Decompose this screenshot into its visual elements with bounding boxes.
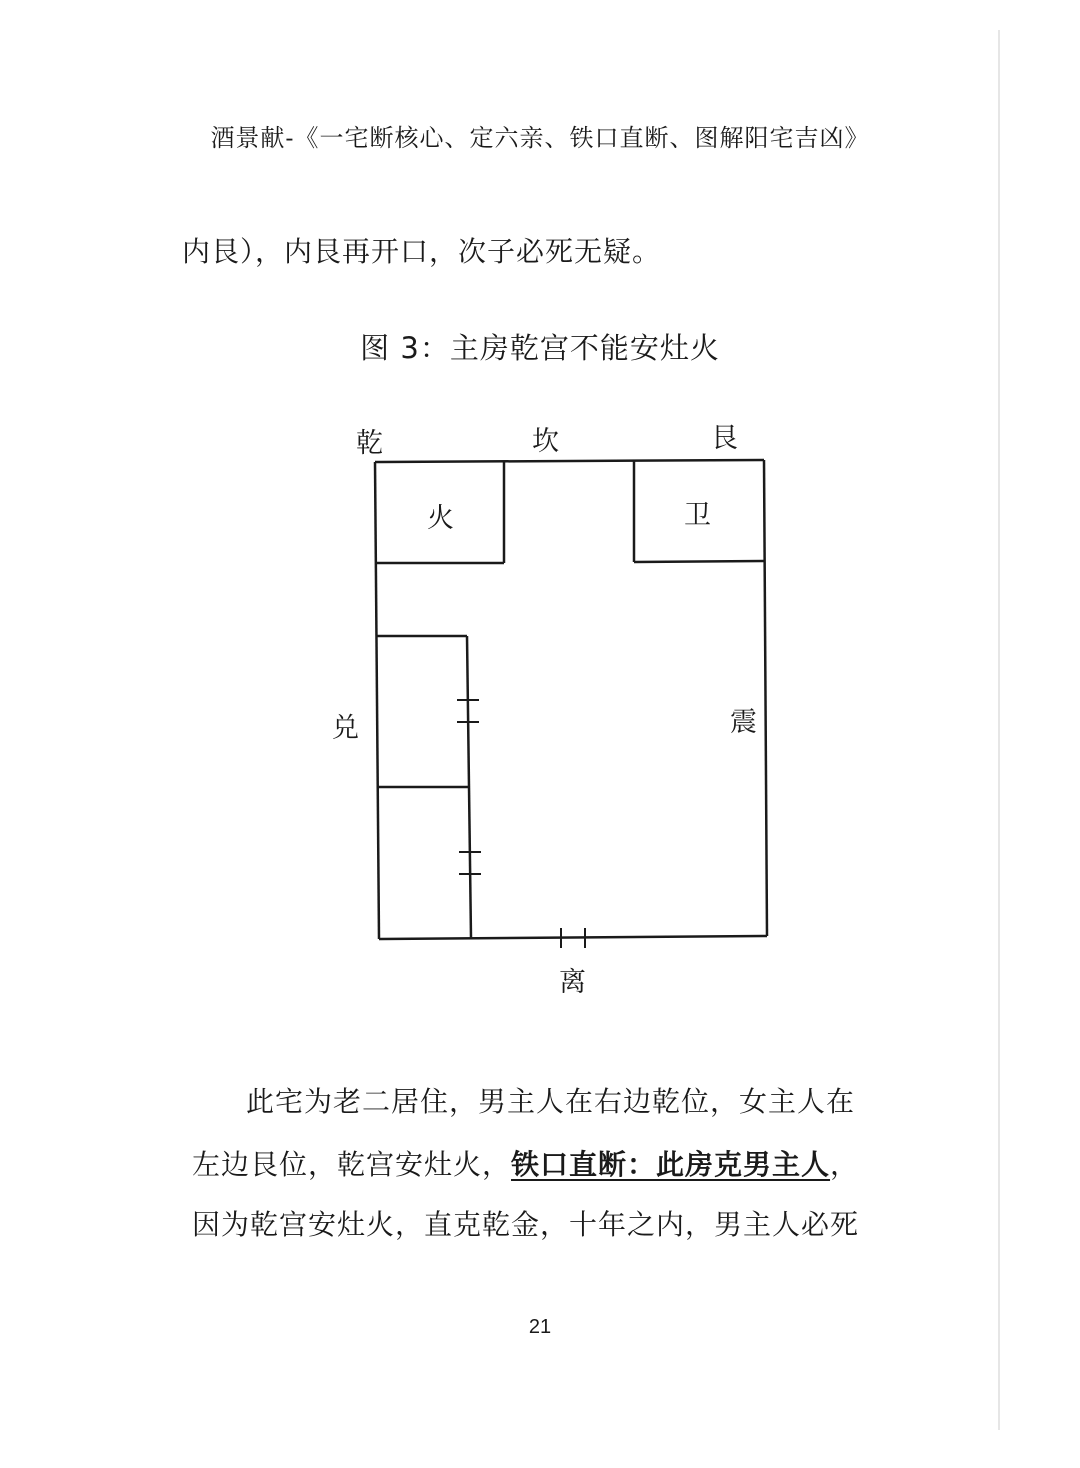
paragraph-continuation-line: 内艮），内艮再开口，次子必死无疑。 (182, 235, 662, 268)
wall-top (375, 460, 764, 462)
label-dui: 兑 (332, 713, 359, 744)
body-line-3: 因为乾宫安灶火，直克乾金，十年之内，男主人必死 (192, 1208, 860, 1241)
body-line-2-end: ， (830, 1148, 860, 1181)
page-edge-shadow (998, 30, 1000, 1430)
body-line-2 (192, 1143, 859, 1183)
wall-left (375, 462, 379, 939)
wall-bottom (379, 936, 767, 939)
label-gen: 艮 (711, 423, 738, 454)
body-line-2-emphasis: 铁口直断：此房克男主人 (511, 1148, 831, 1181)
figure-title: 图 3：主房乾宫不能安灶火 (360, 331, 720, 365)
page-number: 21 (528, 1316, 552, 1338)
running-header: 酒景献-《一宅断核心、定六亲、铁口直断、图解阳宅吉凶》 (210, 124, 870, 152)
label-wei: 卫 (684, 500, 711, 531)
wei-room (634, 461, 765, 562)
label-li: 离 (559, 967, 586, 998)
label-fire: 火 (427, 503, 454, 534)
body-line-2-plain: 左边艮位，乾宫安灶火， (192, 1148, 512, 1181)
fire-room (375, 462, 504, 563)
label-qian: 乾 (356, 428, 383, 459)
left-rooms (376, 636, 471, 938)
outer-walls (375, 460, 767, 939)
label-kan: 坎 (532, 426, 559, 457)
label-zhen: 震 (730, 707, 757, 738)
door-marks (457, 700, 585, 948)
wall-right (764, 460, 767, 936)
body-line-1: 此宅为老二居住，男主人在右边乾位，女主人在 (246, 1085, 856, 1118)
